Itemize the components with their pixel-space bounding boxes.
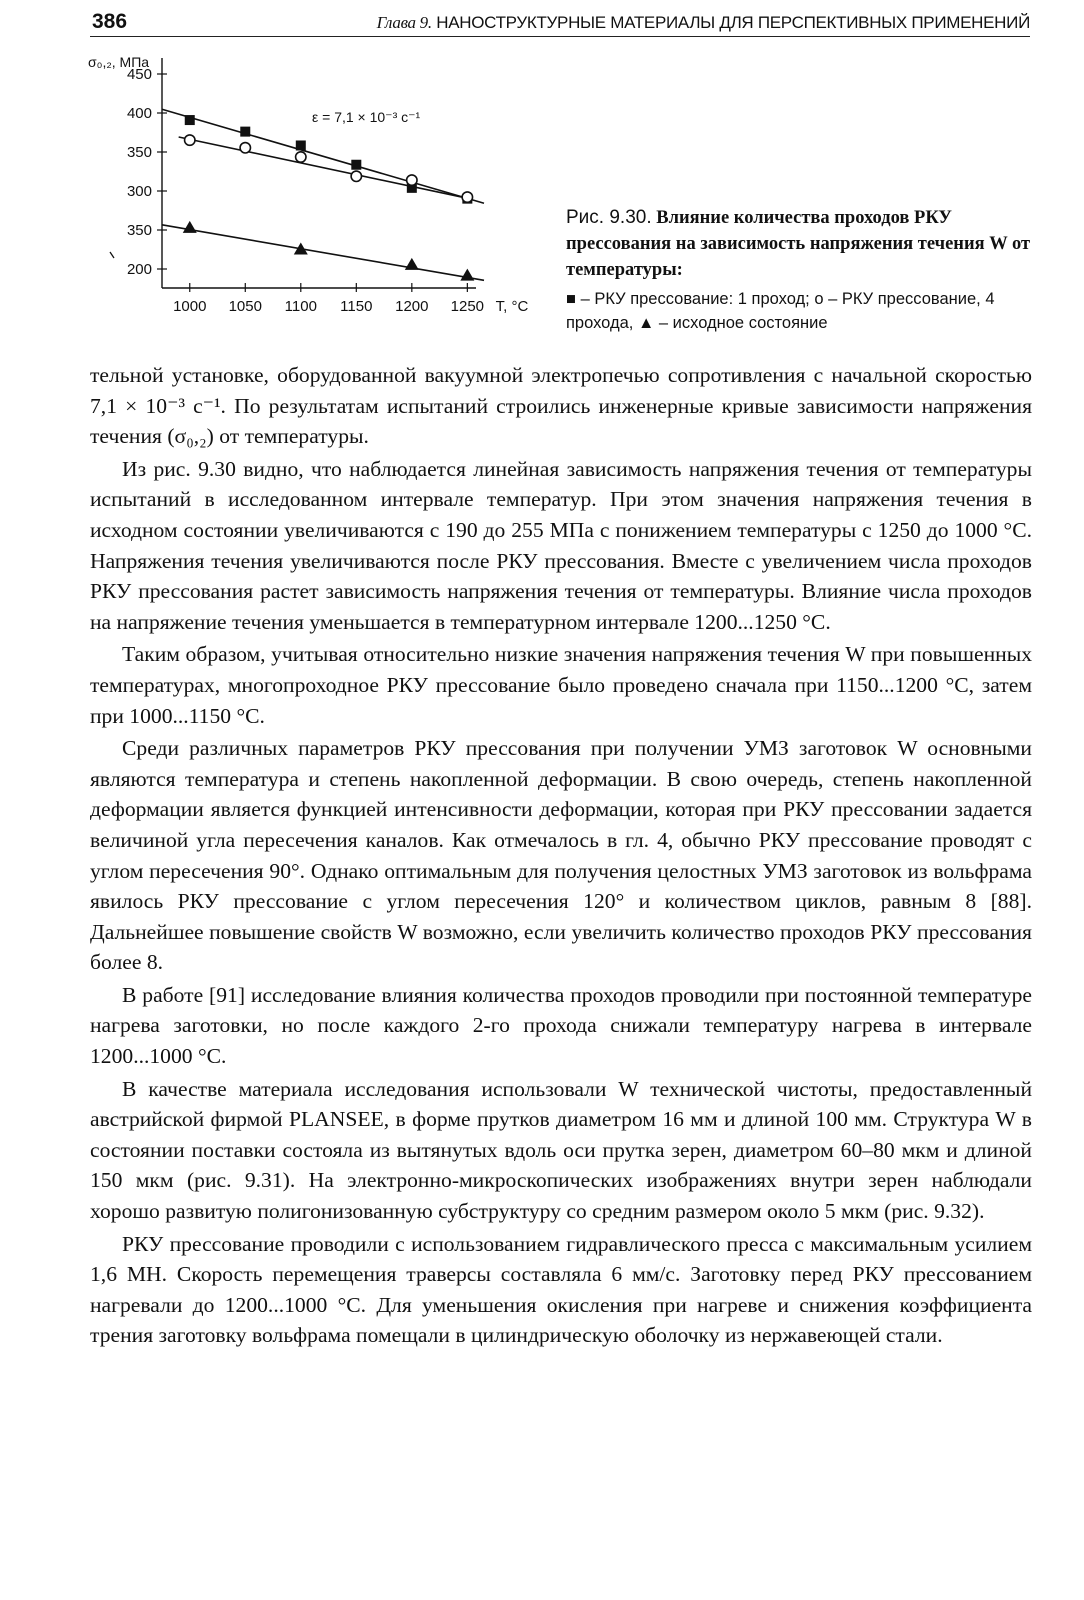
paragraph-3: Таким образом, учитывая относительно низкие значения напряжения течения W при повышенных температурах, многопроходное РКУ прессование было проведено сначала при 1150...1200 °С, затем при 1000...1150 °С. <box>90 642 1032 728</box>
y-tick-label: 350 <box>126 144 152 161</box>
point-square <box>296 140 306 150</box>
legend-triangle-icon: ▲ <box>637 314 655 332</box>
figure-title: Влияние количества проходов РКУ прессования на зависимость напряжения течения W от температуры: <box>566 208 1031 280</box>
point-circle <box>351 171 361 181</box>
figure-number: Рис. 9.30. <box>566 207 652 228</box>
point-square <box>185 115 195 125</box>
legend-text-2: – РКУ прессование, 4 прохода, <box>566 290 995 332</box>
running-head-title <box>377 13 1030 33</box>
point-square <box>240 127 250 137</box>
page-number: 386 <box>92 10 128 33</box>
axis-break-mark <box>110 252 114 258</box>
point-triangle <box>460 269 474 281</box>
x-tick-label: 1050 <box>228 298 262 315</box>
point-circle <box>185 135 195 145</box>
x-tick-label: 1150 <box>340 298 373 315</box>
paragraph-5: В работе [91] исследование влияния количества проходов проводили при постоянной температуре нагрева заготовки, но после каждого 2-го прохода снижали температуру нагрева в интервале 1200...1000 °С. <box>90 982 1032 1069</box>
y-tick-label: 450 <box>126 66 152 83</box>
y-tick-label: 200 <box>126 261 152 278</box>
x-tick-label: 1000 <box>173 298 207 315</box>
point-circle <box>407 175 417 185</box>
chapter-label: Глава 9. <box>376 13 432 32</box>
point-triangle <box>405 258 419 270</box>
paragraph-6: В качестве материала исследования использовали W технической чистоты, предоставленный австрийской фирмой PLANSEE, в форме прутков диаметром 16 мм и длиной 100 мм. Структура W в состоянии поставки состояла из вытянутых вдоль оси прутка зерен, диаметром 60–80 мкм и длиной 150 мкм (рис. 9.31). На электронно-микроскопических изображениях внутри зерен наблюдали хорошо развитую полигонизованную субструктуру со средним размером около 5 мкм (рис. 9.32). <box>90 1076 1032 1224</box>
fit-line-circle <box>179 137 473 199</box>
point-square <box>351 160 361 170</box>
legend-text-3: – исходное состояние <box>658 314 828 332</box>
point-circle <box>296 152 306 162</box>
y-tick-label: 300 <box>126 183 152 200</box>
y-tick-label: 400 <box>126 105 152 122</box>
figure-legend <box>566 287 1036 335</box>
point-circle <box>462 192 472 202</box>
paragraph-4: Среди различных параметров РКУ прессования при получении УМЗ заготовок W основными являются температура и степень накопленной деформации. В свою очередь, степень накопленной деформации является функцией интенсивности деформации, которая при РКУ прессовании задается величиной угла пересечения каналов. Как отмечалось в гл. 4, обычно РКУ прессование проводят с углом пересечения 90°. Однако оптимальным для получения целостных УМЗ заготовок из вольфрама явилось РКУ прессование с углом пересечения 120° и количеством циклов, равным 8 [88]. Дальнейшее повышение свойств W возможно, если увеличить количество проходов РКУ прессования более 8. <box>90 736 1032 975</box>
body-text <box>90 360 1032 1351</box>
paragraph-2: Из рис. 9.30 видно, что наблюдается линейная зависимость напряжения течения от температуры испытаний в исследованном интервале температур. При этом значения напряжения течения в исходном состоянии увеличиваются с 190 до 255 МПа с понижением температуры с 1250 до 1000 °С. Напряжения течения увеличиваются после РКУ прессования. Вместе с увеличением числа проходов РКУ прессования растет зависимость напряжения течения от температуры. Влияние числа проходов на напряжение течения уменьшается в температурном интервале 1200...1250 °С. <box>90 456 1032 634</box>
y-axis-title: σ₀,₂, МПа <box>88 54 150 70</box>
figure-9-30-chart <box>84 48 544 348</box>
figure-caption <box>566 205 1036 335</box>
x-tick-label: 1100 <box>284 298 317 315</box>
legend-circle-icon: ο <box>814 290 824 308</box>
x-tick-label: 1250 <box>450 298 485 315</box>
x-tick-label: 1200 <box>395 298 429 315</box>
paragraph-7: РКУ прессование проводили с использованием гидравлического пресса с максимальным усилием 1,6 МН. Скорость перемещения траверсы составляла 6 мм/с. Заготовку перед РКУ прессованием нагревали до 1200...1000 °С. Для уменьшения окисления при нагреве и снижения коэффициента трения заготовку вольфрама помещали в цилиндрическую оболочку из нержавеющей стали. <box>90 1231 1032 1348</box>
running-header <box>90 6 1030 37</box>
fit-line-triangle <box>162 225 484 280</box>
paragraph-1: тельной установке, оборудованной вакуумной электропечью сопротивления с начальной скоростью 7,1 × 10⁻³ с⁻¹. По результатам испытаний строились инженерные кривые зависимости напряжения течения (σ₀,₂) от температуры. <box>90 363 1032 449</box>
flow-stress-chart <box>84 48 544 348</box>
point-circle <box>240 143 250 153</box>
point-triangle <box>183 221 197 233</box>
legend-text-1: – РКУ прессование: 1 проход; <box>580 290 810 308</box>
x-axis-title: T, °C <box>495 298 529 315</box>
legend-square-icon: ■ <box>566 290 576 308</box>
strain-rate-annotation: ε = 7,1 × 10⁻³ с⁻¹ <box>312 109 421 125</box>
y-tick-label: 350 <box>126 222 152 239</box>
chapter-title: НАНОСТРУКТУРНЫЕ МАТЕРИАЛЫ ДЛЯ ПЕРСПЕКТИВНЫХ ПРИМЕНЕНИЙ <box>436 13 1030 32</box>
